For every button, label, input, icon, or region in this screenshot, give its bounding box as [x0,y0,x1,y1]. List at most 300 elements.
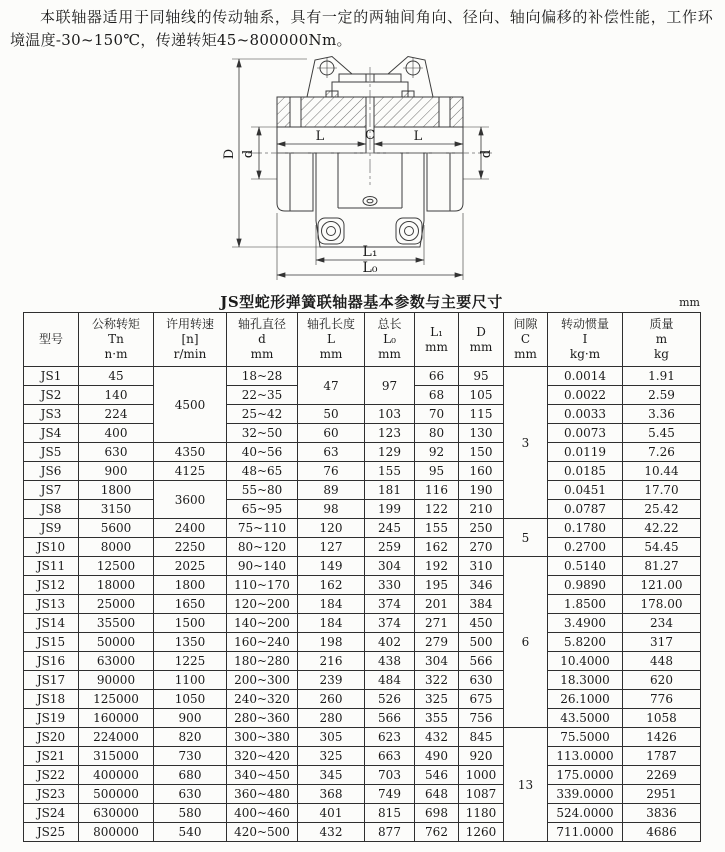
table-cell: 1.8500 [548,595,623,614]
table-cell: 113.0000 [548,747,623,766]
table-cell: 305 [298,728,365,747]
table-cell: 1800 [154,576,227,595]
dim-label-D: D [222,148,237,160]
table-cell: 127 [298,538,365,557]
table-cell: 5.8200 [548,633,623,652]
table-cell: 310 [459,557,504,576]
table-cell: 81.27 [623,557,701,576]
table-cell: 304 [365,557,415,576]
table-cell: 123 [365,424,415,443]
table-cell: 877 [365,823,415,842]
table-cell: 2025 [154,557,227,576]
table-cell: 18~28 [227,367,298,386]
table-cell: 630 [154,785,227,804]
table-cell: 1787 [623,747,701,766]
table-cell: 0.0022 [548,386,623,405]
table-cell: 2250 [154,538,227,557]
table-row [24,462,701,481]
table-cell: JS9 [24,519,79,538]
table-cell: 198 [298,633,365,652]
unit-note: mm [679,296,700,309]
table-cell: 920 [459,747,504,766]
table-cell: 45 [79,367,154,386]
table-cell: JS3 [24,405,79,424]
table-cell: 500 [459,633,504,652]
table-cell: 162 [298,576,365,595]
table-cell: 0.0451 [548,481,623,500]
table-row [24,557,701,576]
coupling-drawing [0,53,725,285]
table-cell: JS20 [24,728,79,747]
table-cell: 250 [459,519,504,538]
column-header: 质量 m kg [623,313,701,367]
table-cell: 160000 [79,709,154,728]
table-cell: 25.42 [623,500,701,519]
table-row [24,576,701,595]
table-cell: 50 [298,405,365,424]
table-cell: 1426 [623,728,701,747]
column-header: D mm [459,313,504,367]
table-cell: 149 [298,557,365,576]
table-cell: 216 [298,652,365,671]
table-cell: 3600 [154,481,227,519]
table-cell: 566 [365,709,415,728]
table-cell: 10.4000 [548,652,623,671]
table-cell: 260 [298,690,365,709]
table-cell: 271 [415,614,459,633]
table-cell: 438 [365,652,415,671]
table-cell: 3.36 [623,405,701,424]
table-cell: 1050 [154,690,227,709]
table-cell: JS19 [24,709,79,728]
table-cell: 162 [415,538,459,557]
table-cell: 0.0119 [548,443,623,462]
table-cell: 400~460 [227,804,298,823]
table-cell: 663 [365,747,415,766]
table-cell: 756 [459,709,504,728]
table-cell: 105 [459,386,504,405]
table-cell: 0.0073 [548,424,623,443]
table-row [24,785,701,804]
table-cell: 22~35 [227,386,298,405]
table-row [24,443,701,462]
table-cell: 4350 [154,443,227,462]
table-cell: 580 [154,804,227,823]
table-row [24,614,701,633]
table-row [24,633,701,652]
table-cell: 234 [623,614,701,633]
table-cell: 90000 [79,671,154,690]
table-cell: 63000 [79,652,154,671]
table-cell: 92 [415,443,459,462]
table-cell: 0.0014 [548,367,623,386]
table-cell: 125000 [79,690,154,709]
table-cell: 35500 [79,614,154,633]
table-cell: 280 [298,709,365,728]
table-cell: 1180 [459,804,504,823]
table-cell: 0.1780 [548,519,623,538]
table-cell: 5.45 [623,424,701,443]
table-cell: 18.3000 [548,671,623,690]
table-cell: JS18 [24,690,79,709]
table-cell: 3836 [623,804,701,823]
table-cell: JS25 [24,823,79,842]
table-cell: JS11 [24,557,79,576]
table-cell: 181 [365,481,415,500]
table-cell: JS12 [24,576,79,595]
table-cell: 42.22 [623,519,701,538]
table-cell: 845 [459,728,504,747]
table-cell: 420~500 [227,823,298,842]
table-cell: 2951 [623,785,701,804]
table-cell: 1650 [154,595,227,614]
table-cell: 80~120 [227,538,298,557]
table-cell: 184 [298,595,365,614]
table-cell: 1225 [154,652,227,671]
table-cell: 300~380 [227,728,298,747]
table-cell: 0.0787 [548,500,623,519]
table-row [24,595,701,614]
table-cell: 1100 [154,671,227,690]
table-title-row [23,291,700,309]
table-cell: 526 [365,690,415,709]
table-cell: JS13 [24,595,79,614]
table-cell: 346 [459,576,504,595]
table-cell: 800000 [79,823,154,842]
table-cell: 17.70 [623,481,701,500]
column-header: 总长 L₀ mm [365,313,415,367]
table-cell: 0.0185 [548,462,623,481]
table-cell: 749 [365,785,415,804]
table-cell: 184 [298,614,365,633]
table-cell: 432 [298,823,365,842]
table-cell: 50000 [79,633,154,652]
table-cell: 25~42 [227,405,298,424]
table-row [24,481,701,500]
table-cell: 776 [623,690,701,709]
table-row [24,690,701,709]
table-cell: 0.2700 [548,538,623,557]
table-cell: 0.0033 [548,405,623,424]
table-cell: 95 [459,367,504,386]
table-cell: 400 [79,424,154,443]
table-row [24,500,701,519]
table-cell: 239 [298,671,365,690]
table-cell: 1058 [623,709,701,728]
table-cell: 90~140 [227,557,298,576]
table-cell: JS10 [24,538,79,557]
table-cell: 2400 [154,519,227,538]
table-cell: 68 [415,386,459,405]
column-header: 型号 [24,313,79,367]
table-cell: 675 [459,690,504,709]
dimension-labels [222,128,494,276]
table-cell: 5 [504,519,548,557]
table-cell: 340~450 [227,766,298,785]
table-cell: 210 [459,500,504,519]
table-cell: 192 [415,557,459,576]
table-row [24,367,701,386]
table-cell: 4500 [154,367,227,443]
table-cell: 345 [298,766,365,785]
table-cell: 630 [79,443,154,462]
column-header: 转动惯量 I kg·m [548,313,623,367]
table-cell: 150 [459,443,504,462]
table-cell: 630 [459,671,504,690]
table-cell: 432 [415,728,459,747]
table-cell: 4686 [623,823,701,842]
table-cell: 98 [298,500,365,519]
table-cell: 115 [459,405,504,424]
table-cell: JS17 [24,671,79,690]
table-cell: 89 [298,481,365,500]
table-cell: 5600 [79,519,154,538]
table-cell: 65~95 [227,500,298,519]
table-row [24,424,701,443]
table-cell: 110~170 [227,576,298,595]
table-cell: JS6 [24,462,79,481]
table-row [24,405,701,424]
column-header: 许用转速 [n] r/min [154,313,227,367]
table-cell: 25000 [79,595,154,614]
column-header: 公称转矩 Tn n·m [79,313,154,367]
table-cell: JS24 [24,804,79,823]
table-cell: 540 [154,823,227,842]
table-cell: JS16 [24,652,79,671]
table-cell: 762 [415,823,459,842]
table-cell: 355 [415,709,459,728]
table-cell: JS1 [24,367,79,386]
table-cell: 1350 [154,633,227,652]
table-cell: 368 [298,785,365,804]
spec-table [23,312,701,842]
table-cell: 0.9890 [548,576,623,595]
table-cell: 55~80 [227,481,298,500]
table-cell: 703 [365,766,415,785]
table-cell: 1800 [79,481,154,500]
intro-paragraph: 本联轴器适用于同轴线的传动轴系，具有一定的两轴间角向、径向、轴向偏移的补偿性能，工作环境温度-30~150℃，传递转矩45~800000Nm。 [10,8,713,49]
table-cell: JS5 [24,443,79,462]
table-cell: 680 [154,766,227,785]
table-cell: 900 [79,462,154,481]
table-cell: JS4 [24,424,79,443]
dim-label-L1: L₁ [362,244,378,260]
header-row [24,313,701,367]
table-cell: 322 [415,671,459,690]
table-cell: 122 [415,500,459,519]
table-cell: 500000 [79,785,154,804]
table-cell: 448 [623,652,701,671]
table-cell: 401 [298,804,365,823]
table-cell: 160~240 [227,633,298,652]
table-cell: 400000 [79,766,154,785]
table-row [24,709,701,728]
table-cell: 48~65 [227,462,298,481]
spec-table-head [24,313,701,367]
table-cell: JS22 [24,766,79,785]
table-cell: 623 [365,728,415,747]
table-cell: 259 [365,538,415,557]
table-cell: 120~200 [227,595,298,614]
table-cell: 97 [365,367,415,405]
table-cell: 75~110 [227,519,298,538]
table-row [24,728,701,747]
coupling-section-diagram [180,53,545,285]
table-cell: 175.0000 [548,766,623,785]
table-cell: 40~56 [227,443,298,462]
table-row [24,766,701,785]
table-row [24,804,701,823]
table-cell: JS7 [24,481,79,500]
dim-label-d-right: d [479,149,494,159]
dim-label-L-right: L [413,129,423,144]
table-cell: 129 [365,443,415,462]
table-cell: 70 [415,405,459,424]
table-row [24,671,701,690]
table-cell: 95 [415,462,459,481]
table-cell: JS23 [24,785,79,804]
table-cell: 121.00 [623,576,701,595]
table-cell: 339.0000 [548,785,623,804]
table-row [24,538,701,557]
table-row [24,519,701,538]
table-cell: 325 [298,747,365,766]
table-cell: 63 [298,443,365,462]
table-cell: 4125 [154,462,227,481]
table-cell: JS8 [24,500,79,519]
table-cell: 566 [459,652,504,671]
table-cell: JS21 [24,747,79,766]
table-cell: 490 [415,747,459,766]
table-cell: 815 [365,804,415,823]
table-row [24,747,701,766]
table-cell: JS2 [24,386,79,405]
table-title: JS型蛇形弹簧联轴器基本参数与主要尺寸 [220,293,503,311]
table-cell: 18000 [79,576,154,595]
table-cell: 6 [504,557,548,728]
table-cell: 245 [365,519,415,538]
table-cell: 484 [365,671,415,690]
table-cell: 54.45 [623,538,701,557]
table-cell: 620 [623,671,701,690]
table-cell: 195 [415,576,459,595]
table-cell: 0.5140 [548,557,623,576]
table-cell: 13 [504,728,548,842]
table-cell: 76 [298,462,365,481]
table-cell: 140 [79,386,154,405]
table-cell: 315000 [79,747,154,766]
table-cell: 524.0000 [548,804,623,823]
table-row [24,652,701,671]
table-cell: 130 [459,424,504,443]
table-cell: 546 [415,766,459,785]
table-cell: 3150 [79,500,154,519]
table-cell: 304 [415,652,459,671]
table-cell: 201 [415,595,459,614]
table-cell: 12500 [79,557,154,576]
table-cell: 648 [415,785,459,804]
table-cell: 900 [154,709,227,728]
table-cell: 450 [459,614,504,633]
table-cell: 320~420 [227,747,298,766]
table-cell: 1000 [459,766,504,785]
table-cell: 280~360 [227,709,298,728]
dim-label-C: C [365,128,375,143]
table-cell: 2.59 [623,386,701,405]
table-cell: 66 [415,367,459,386]
table-cell: 698 [415,804,459,823]
table-cell: 360~480 [227,785,298,804]
table-cell: 80 [415,424,459,443]
spec-table-body [24,367,701,842]
table-cell: 224000 [79,728,154,747]
table-cell: 190 [459,481,504,500]
table-cell: 199 [365,500,415,519]
table-row [24,823,701,842]
table-cell: 140~200 [227,614,298,633]
table-cell: 2269 [623,766,701,785]
table-cell: 402 [365,633,415,652]
table-cell: 820 [154,728,227,747]
table-cell: 7.26 [623,443,701,462]
table-cell: JS14 [24,614,79,633]
bolt-head-icon [400,222,419,241]
table-cell: 374 [365,595,415,614]
table-cell: 155 [415,519,459,538]
table-cell: JS15 [24,633,79,652]
column-header: 轴孔直径 d mm [227,313,298,367]
table-cell: 1500 [154,614,227,633]
table-cell: 8000 [79,538,154,557]
table-cell: 325 [415,690,459,709]
column-header: L₁ mm [415,313,459,367]
table-cell: 1260 [459,823,504,842]
table-cell: 279 [415,633,459,652]
table-cell: 1087 [459,785,504,804]
table-cell: 160 [459,462,504,481]
table-cell: 384 [459,595,504,614]
table-cell: 75.5000 [548,728,623,747]
table-cell: 32~50 [227,424,298,443]
table-cell: 224 [79,405,154,424]
table-cell: 180~280 [227,652,298,671]
table-cell: 60 [298,424,365,443]
column-header: 间隙 C mm [504,313,548,367]
column-header: 轴孔长度 L mm [298,313,365,367]
table-cell: 374 [365,614,415,633]
table-cell: 317 [623,633,701,652]
table-cell: 26.1000 [548,690,623,709]
table-cell: 3 [504,367,548,519]
table-cell: 270 [459,538,504,557]
table-cell: 155 [365,462,415,481]
table-cell: 630000 [79,804,154,823]
dim-label-d-left: d [241,149,256,159]
table-cell: 3.4900 [548,614,623,633]
table-cell: 47 [298,367,365,405]
table-cell: 178.00 [623,595,701,614]
bolt-head-icon [322,222,341,241]
table-cell: 711.0000 [548,823,623,842]
dim-label-L-left: L [315,129,325,144]
table-cell: 730 [154,747,227,766]
table-cell: 330 [365,576,415,595]
table-cell: 240~320 [227,690,298,709]
table-cell: 120 [298,519,365,538]
table-cell: 10.44 [623,462,701,481]
dim-label-L0: L₀ [362,260,378,276]
table-cell: 43.5000 [548,709,623,728]
